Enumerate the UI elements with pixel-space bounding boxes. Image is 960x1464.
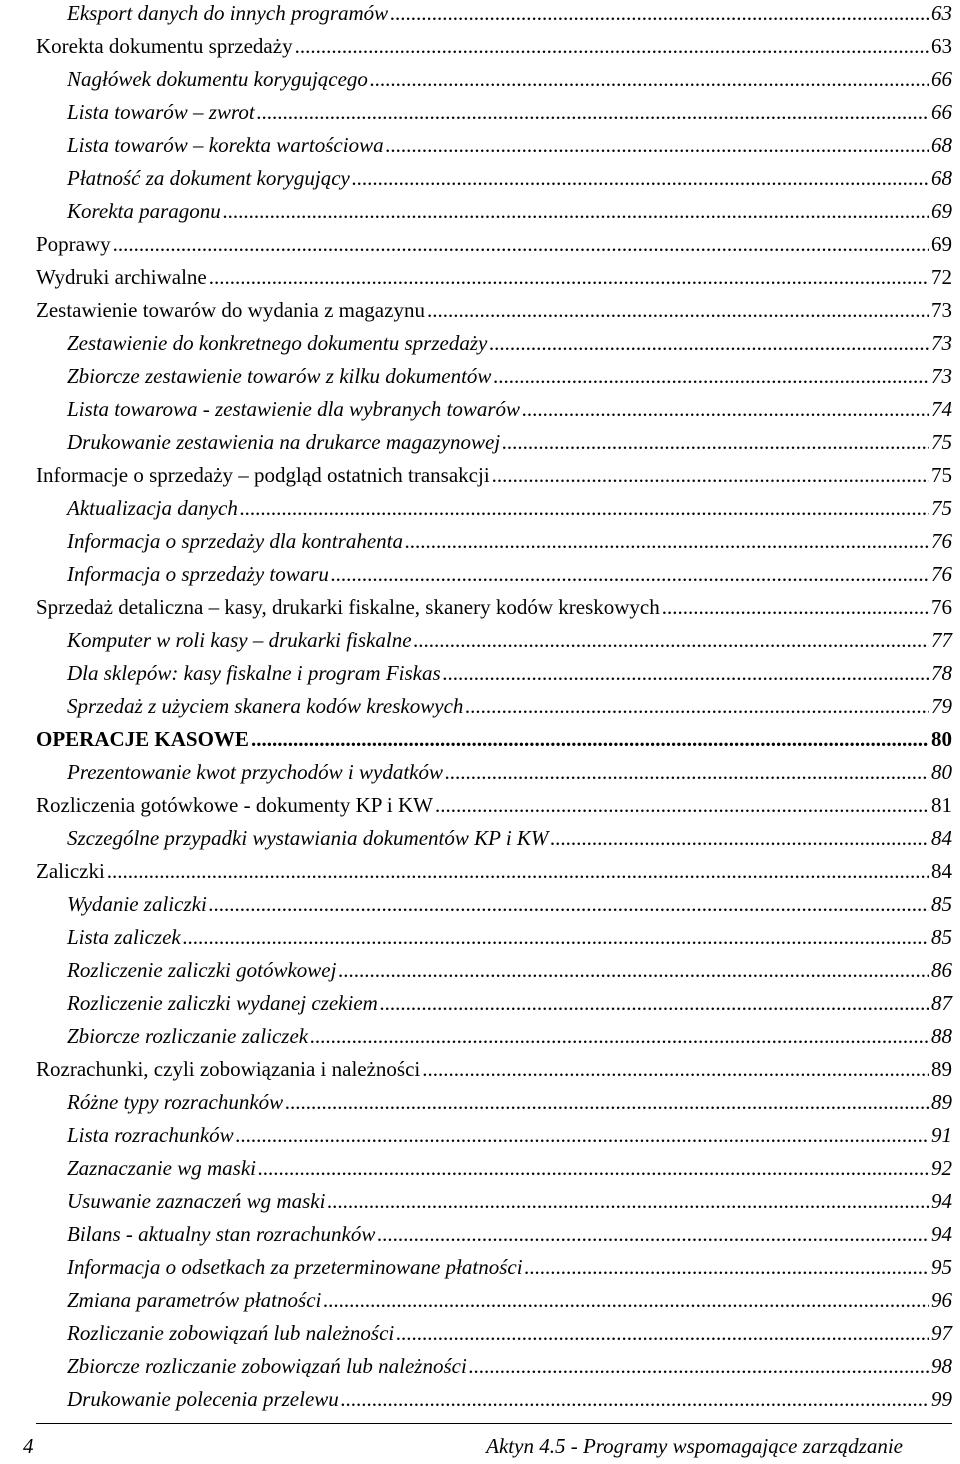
toc-entry[interactable] bbox=[36, 822, 952, 855]
toc-entry-title: Aktualizacja danych bbox=[67, 496, 238, 520]
toc-entry[interactable] bbox=[36, 1284, 952, 1317]
toc-entry[interactable] bbox=[36, 162, 952, 195]
dot-leader bbox=[258, 1152, 929, 1185]
toc-entry-page: 69 bbox=[931, 199, 952, 223]
dot-leader bbox=[489, 327, 929, 360]
toc-entry-title: Informacje o sprzedaży – podgląd ostatnich transakcji bbox=[36, 463, 490, 487]
toc-entry[interactable] bbox=[36, 888, 952, 921]
toc-entry-page: 89 bbox=[931, 1057, 952, 1081]
toc-entry[interactable] bbox=[36, 228, 952, 261]
toc-entry-title: Rozliczanie zobowiązań lub należności bbox=[67, 1321, 395, 1345]
dot-leader bbox=[492, 459, 929, 492]
toc-entry-page: 73 bbox=[931, 364, 952, 388]
toc-entry[interactable] bbox=[36, 129, 952, 162]
toc-entry-page: 72 bbox=[931, 265, 952, 289]
toc-entry-title: Dla sklepów: kasy fiskalne i program Fiskas bbox=[67, 661, 441, 685]
toc-entry[interactable] bbox=[36, 63, 952, 96]
toc-entry-page: 63 bbox=[931, 1, 952, 25]
dot-leader bbox=[236, 1119, 929, 1152]
dot-leader bbox=[285, 1086, 929, 1119]
page-number: 4 bbox=[23, 1434, 34, 1458]
toc-entry[interactable] bbox=[36, 1152, 952, 1185]
toc-entry[interactable] bbox=[36, 30, 952, 63]
dot-leader bbox=[370, 63, 929, 96]
toc-entry[interactable] bbox=[36, 1350, 952, 1383]
dot-leader bbox=[525, 1251, 929, 1284]
toc-entry-title: Rozliczenia gotówkowe - dokumenty KP i KW bbox=[36, 793, 433, 817]
toc-entry-page: 84 bbox=[931, 826, 952, 850]
dot-leader bbox=[550, 822, 929, 855]
toc-entry-title: Wydanie zaliczki bbox=[67, 892, 207, 916]
toc-entry-page: 85 bbox=[931, 892, 952, 916]
toc-entry-title: Informacja o sprzedaży towaru bbox=[67, 562, 329, 586]
dot-leader bbox=[341, 1383, 929, 1416]
toc-entry-page: 96 bbox=[931, 1288, 952, 1312]
toc-entry[interactable] bbox=[36, 624, 952, 657]
toc-entry-page: 88 bbox=[931, 1024, 952, 1048]
dot-leader bbox=[295, 30, 929, 63]
toc-entry-page: 89 bbox=[931, 1090, 952, 1114]
dot-leader bbox=[331, 558, 929, 591]
toc-entry-title: Płatność za dokument korygujący bbox=[67, 166, 350, 190]
toc-entry[interactable] bbox=[36, 0, 952, 30]
dot-leader bbox=[396, 1317, 929, 1350]
dot-leader bbox=[352, 162, 929, 195]
toc-entry-page: 85 bbox=[931, 925, 952, 949]
dot-leader bbox=[493, 360, 929, 393]
toc-entry-title: Eksport danych do innych programów bbox=[67, 1, 389, 25]
toc-entry-page: 80 bbox=[931, 727, 952, 751]
toc-entry-page: 98 bbox=[931, 1354, 952, 1378]
toc-entry[interactable] bbox=[36, 921, 952, 954]
dot-leader bbox=[422, 1053, 929, 1086]
dot-leader bbox=[323, 1284, 929, 1317]
toc-entry-title: Zaliczki bbox=[36, 859, 105, 883]
dot-leader bbox=[183, 921, 929, 954]
dot-leader bbox=[209, 888, 929, 921]
toc-entry[interactable] bbox=[36, 459, 952, 492]
toc-entry[interactable] bbox=[36, 723, 952, 756]
toc-entry-page: 73 bbox=[931, 298, 952, 322]
dot-leader bbox=[223, 195, 929, 228]
toc-entry-page: 74 bbox=[931, 397, 952, 421]
toc-entry-page: 76 bbox=[931, 529, 952, 553]
toc-entry-title: Zestawienie towarów do wydania z magazynu bbox=[36, 298, 425, 322]
toc-entry-title: Zmiana parametrów płatności bbox=[67, 1288, 322, 1312]
toc-entry-title: Drukowanie zestawienia na drukarce magazynowej bbox=[67, 430, 501, 454]
toc-entry[interactable] bbox=[36, 393, 952, 426]
toc-entry-title: Lista towarowa - zestawienie dla wybranych towarów bbox=[67, 397, 521, 421]
toc-entry[interactable] bbox=[36, 195, 952, 228]
toc-entry[interactable] bbox=[36, 756, 952, 789]
dot-leader bbox=[405, 525, 929, 558]
toc-entry[interactable] bbox=[36, 261, 952, 294]
toc-entry-page: 76 bbox=[931, 595, 952, 619]
toc-entry[interactable] bbox=[36, 1218, 952, 1251]
toc-entry-title: Usuwanie zaznaczeń wg maski bbox=[67, 1189, 326, 1213]
dot-leader bbox=[435, 789, 929, 822]
toc-entry-page: 63 bbox=[931, 34, 952, 58]
toc-entry[interactable] bbox=[36, 1086, 952, 1119]
toc-entry-title: Lista towarów – zwrot bbox=[67, 100, 255, 124]
dot-leader bbox=[445, 756, 929, 789]
dot-leader bbox=[209, 261, 929, 294]
toc-entry[interactable] bbox=[36, 1053, 952, 1086]
footer-divider bbox=[36, 1423, 952, 1424]
toc-entry-title: Rozrachunki, czyli zobowiązania i należności bbox=[36, 1057, 421, 1081]
toc-entry-title: Zbiorcze rozliczanie zobowiązań lub należności bbox=[67, 1354, 467, 1378]
toc-entry-title: Rozliczenie zaliczki wydanej czekiem bbox=[67, 991, 378, 1015]
toc-entry[interactable] bbox=[36, 1020, 952, 1053]
toc-entry-page: 81 bbox=[931, 793, 952, 817]
dot-leader bbox=[414, 624, 929, 657]
toc-entry-title: Zbiorcze rozliczanie zaliczek bbox=[67, 1024, 309, 1048]
toc-entry[interactable] bbox=[36, 1119, 952, 1152]
toc-entry-title: Różne typy rozrachunków bbox=[67, 1090, 284, 1114]
dot-leader bbox=[377, 1218, 929, 1251]
toc-entry-title: Prezentowanie kwot przychodów i wydatków bbox=[67, 760, 444, 784]
toc-entry[interactable] bbox=[36, 1185, 952, 1218]
toc-entry-title: Nagłówek dokumentu korygującego bbox=[67, 67, 368, 91]
toc-entry[interactable] bbox=[36, 360, 952, 393]
dot-leader bbox=[257, 96, 929, 129]
toc-entry-title: Informacja o sprzedaży dla kontrahenta bbox=[67, 529, 403, 553]
dot-leader bbox=[662, 591, 929, 624]
toc-entry-page: 66 bbox=[931, 67, 952, 91]
toc-entry[interactable] bbox=[36, 327, 952, 360]
toc-entry-title: Zaznaczanie wg maski bbox=[67, 1156, 256, 1180]
toc-entry-title: Poprawy bbox=[36, 232, 111, 256]
dot-leader bbox=[502, 426, 929, 459]
dot-leader bbox=[443, 657, 929, 690]
toc-entry-page: 75 bbox=[931, 463, 952, 487]
toc-entry[interactable] bbox=[36, 492, 952, 525]
toc-entry-page: 87 bbox=[931, 991, 952, 1015]
dot-leader bbox=[380, 987, 929, 1020]
toc-entry[interactable] bbox=[36, 294, 952, 327]
toc-entry[interactable] bbox=[36, 558, 952, 591]
toc-entry-page: 75 bbox=[931, 496, 952, 520]
toc-entry-title: Lista towarów – korekta wartościowa bbox=[67, 133, 384, 157]
toc-entry-title: Zestawienie do konkretnego dokumentu sprzedaży bbox=[67, 331, 488, 355]
toc-entry-page: 79 bbox=[931, 694, 952, 718]
toc-entry-page: 95 bbox=[931, 1255, 952, 1279]
toc-entry-page: 78 bbox=[931, 661, 952, 685]
dot-leader bbox=[107, 855, 929, 888]
toc-entry[interactable] bbox=[36, 1251, 952, 1284]
toc-entry-page: 94 bbox=[931, 1189, 952, 1213]
toc-entry-title: Zbiorcze zestawienie towarów z kilku dokumentów bbox=[67, 364, 492, 388]
toc-entry-page: 97 bbox=[931, 1321, 952, 1345]
toc-entry-title: Korekta dokumentu sprzedaży bbox=[36, 34, 293, 58]
toc-entry-page: 92 bbox=[931, 1156, 952, 1180]
toc-entry-title: Sprzedaż z użyciem skanera kodów kreskowych bbox=[67, 694, 464, 718]
toc-entry[interactable] bbox=[36, 525, 952, 558]
dot-leader bbox=[310, 1020, 929, 1053]
toc-entry-title: Wydruki archiwalne bbox=[36, 265, 207, 289]
dot-leader bbox=[465, 690, 929, 723]
dot-leader bbox=[338, 954, 929, 987]
toc-entry-page: 66 bbox=[931, 100, 952, 124]
running-title: Aktyn 4.5 - Programy wspomagające zarządzanie bbox=[486, 1434, 903, 1458]
dot-leader bbox=[390, 0, 929, 30]
toc-entry-page: 94 bbox=[931, 1222, 952, 1246]
dot-leader bbox=[251, 723, 929, 756]
toc-entry-title: Drukowanie polecenia przelewu bbox=[67, 1387, 339, 1411]
toc-entry-page: 75 bbox=[931, 430, 952, 454]
table-of-contents bbox=[36, 0, 952, 1416]
toc-entry-page: 73 bbox=[931, 331, 952, 355]
toc-entry[interactable] bbox=[36, 1383, 952, 1416]
toc-entry-page: 84 bbox=[931, 859, 952, 883]
toc-entry-page: 86 bbox=[931, 958, 952, 982]
dot-leader bbox=[427, 294, 929, 327]
toc-entry-title: Bilans - aktualny stan rozrachunków bbox=[67, 1222, 376, 1246]
toc-entry-page: 76 bbox=[931, 562, 952, 586]
dot-leader bbox=[386, 129, 929, 162]
toc-entry[interactable] bbox=[36, 591, 952, 624]
toc-entry-page: 99 bbox=[931, 1387, 952, 1411]
toc-entry-title: Sprzedaż detaliczna – kasy, drukarki fiskalne, skanery kodów kreskowych bbox=[36, 595, 660, 619]
toc-entry-page: 77 bbox=[931, 628, 952, 652]
toc-entry-page: 69 bbox=[931, 232, 952, 256]
toc-entry[interactable] bbox=[36, 657, 952, 690]
toc-entry-title: Szczególne przypadki wystawiania dokumentów KP i KW bbox=[67, 826, 549, 850]
toc-entry-title: Komputer w roli kasy – drukarki fiskalne bbox=[67, 628, 412, 652]
dot-leader bbox=[240, 492, 929, 525]
toc-entry-title: Informacja o odsetkach za przeterminowane płatności bbox=[67, 1255, 523, 1279]
toc-entry-page: 91 bbox=[931, 1123, 952, 1147]
dot-leader bbox=[113, 228, 929, 261]
toc-entry[interactable] bbox=[36, 987, 952, 1020]
toc-entry[interactable] bbox=[36, 1317, 952, 1350]
toc-entry[interactable] bbox=[36, 426, 952, 459]
toc-entry[interactable] bbox=[36, 789, 952, 822]
toc-entry-page: 68 bbox=[931, 133, 952, 157]
toc-entry-page: 68 bbox=[931, 166, 952, 190]
toc-entry[interactable] bbox=[36, 96, 952, 129]
toc-entry[interactable] bbox=[36, 954, 952, 987]
dot-leader bbox=[522, 393, 929, 426]
dot-leader bbox=[469, 1350, 929, 1383]
toc-entry[interactable] bbox=[36, 690, 952, 723]
toc-entry[interactable] bbox=[36, 855, 952, 888]
toc-entry-title: Lista rozrachunków bbox=[67, 1123, 234, 1147]
dot-leader bbox=[327, 1185, 929, 1218]
toc-entry-page: 80 bbox=[931, 760, 952, 784]
toc-entry-title: OPERACJE KASOWE bbox=[36, 727, 249, 751]
toc-entry-title: Rozliczenie zaliczki gotówkowej bbox=[67, 958, 337, 982]
toc-entry-title: Korekta paragonu bbox=[67, 199, 221, 223]
toc-entry-title: Lista zaliczek bbox=[67, 925, 181, 949]
